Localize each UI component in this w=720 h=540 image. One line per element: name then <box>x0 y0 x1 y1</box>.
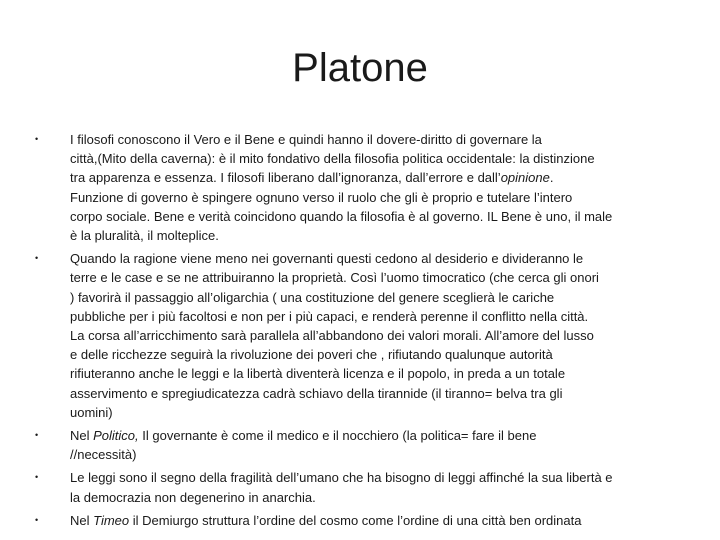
bullet-text-line <box>70 468 680 487</box>
text-segment: ) favorirà il passaggio all’oligarchia ( una costituzione del genere sceglierà le cariche <box>70 289 555 305</box>
bullet-list <box>0 130 720 534</box>
bullet-text-line <box>70 226 680 245</box>
slide-title: Platone <box>292 46 428 90</box>
text-segment: I filosofi conoscono il Vero e il Bene e quindi hanno il dovere-diritto di governare la <box>70 132 542 147</box>
text-segment: è la pluralità, il molteplice. <box>70 228 219 244</box>
bullet-text-line <box>70 364 680 383</box>
text-segment: La corsa all’arricchimento sarà parallela all’abbandono dei valori morali. All’amore del lusso <box>70 328 594 344</box>
bullet-item <box>0 511 680 530</box>
bullet-text-line <box>70 149 680 168</box>
bullet-text-line <box>70 168 680 187</box>
italic-text: Timeo <box>93 512 130 528</box>
text-segment: uomini) <box>70 404 113 420</box>
italic-text: opinione <box>500 170 550 186</box>
bullet-text-line <box>70 445 680 464</box>
bullet-item <box>0 130 680 245</box>
italic-text: Politico, <box>93 428 139 444</box>
text-segment: corpo sociale. Bene e verità coincidono quando la filosofia è al governo. IL Bene è uno, il male <box>70 208 613 224</box>
text-segment: tra apparenza e essenza. I filosofi liberano dall’ignoranza, dall’errore e dall’ <box>70 170 501 186</box>
bullet-marker: • <box>35 134 39 144</box>
text-segment: . <box>549 170 554 186</box>
text-segment: Nel <box>70 428 94 444</box>
bullet-marker: • <box>35 253 39 264</box>
bullet-text-line <box>70 488 680 507</box>
bullet-text-line <box>70 511 680 530</box>
text-segment: terre e le case e se ne attribuiranno la proprietà. Così l’uomo timocratico (che cerca gli onori <box>70 270 599 286</box>
text-segment: pubbliche per i più facoltosi e non per i più capaci, e renderà perenne il conflitto nella città. <box>70 308 589 324</box>
bullet-text-line <box>70 426 680 445</box>
bullet-marker: • <box>35 472 39 483</box>
text-segment: e delle ricchezze seguirà la rivoluzione dei poveri che , rifiutando qualunque autorità <box>70 347 553 363</box>
bullet-item <box>0 426 680 464</box>
bullet-text-line <box>70 307 680 326</box>
bullet-text-line <box>70 207 680 226</box>
text-segment: Le leggi sono il segno della fragilità dell’umano che ha bisogno di leggi affinché la sua libertà e <box>70 470 613 486</box>
text-segment: Il governante è come il medico e il nocchiero (la politica= fare il bene <box>138 428 537 444</box>
text-segment: //necessità) <box>70 447 137 463</box>
text-segment: Funzione di governo è spingere ognuno verso il ruolo che gli è proprio e tutelare l’intero <box>70 189 573 205</box>
text-segment: Quando la ragione viene meno nei governanti questi cedono al desiderio e divideranno le <box>70 251 584 267</box>
text-segment: Nel <box>70 512 94 528</box>
bullet-text-line <box>70 249 680 268</box>
bullet-text-line <box>70 268 680 287</box>
bullet-item <box>0 468 680 506</box>
bullet-text-line <box>70 288 680 307</box>
bullet-text-line <box>70 403 680 422</box>
bullet-text-line <box>70 188 680 207</box>
text-segment: asservimento e spregiudicatezza cadrà schiavo della tirannide (il tiranno= belva tra gli <box>70 385 563 401</box>
text-segment: rifiuteranno anche le leggi e la libertà diventerà licenza e il popolo, in preda a un totale <box>70 366 566 382</box>
bullet-marker: • <box>35 430 39 441</box>
bullet-marker: • <box>35 514 39 525</box>
text-segment: il Demiurgo struttura l’ordine del cosmo come l’ordine di una città ben ordinata <box>129 512 582 528</box>
bullet-text-line <box>70 345 680 364</box>
bullet-text-line <box>70 326 680 345</box>
bullet-text-line <box>70 384 680 403</box>
text-segment: la democrazia non degenerino in anarchia. <box>70 489 316 505</box>
bullet-text-line <box>70 130 680 149</box>
bullet-item <box>0 249 680 422</box>
text-segment: città,(Mito della caverna): è il mito fondativo della filosofia politica occidentale: la distinzione <box>70 151 595 167</box>
